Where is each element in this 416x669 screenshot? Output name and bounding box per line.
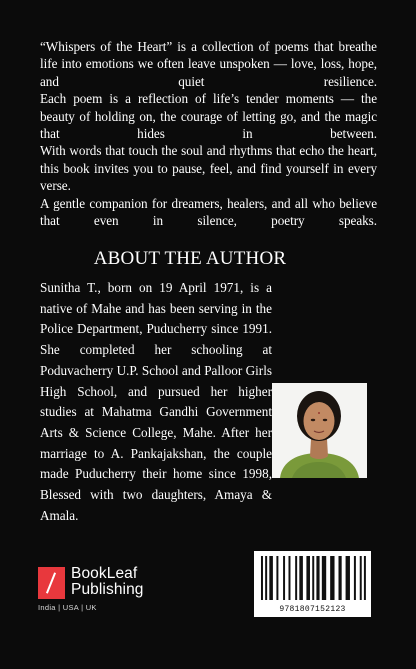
barcode-bar <box>346 556 350 600</box>
barcode-bar <box>276 556 278 600</box>
barcode-bar <box>312 556 314 600</box>
book-description <box>40 38 377 229</box>
barcode-bar <box>261 556 263 600</box>
description-paragraph: With words that touch the soul and rhythms that echo the heart, this book invites you to pause, feel, and find yourself in every verse. <box>40 143 377 194</box>
barcode-bar <box>295 556 297 600</box>
author-portrait-image <box>272 383 367 478</box>
about-author-heading: ABOUT THE AUTHOR <box>93 248 287 269</box>
isbn-number: 9781807152123 <box>279 605 346 614</box>
barcode-bar <box>322 556 326 600</box>
author-photo <box>272 383 367 478</box>
description-paragraph: A gentle companion for dreamers, healers, and all who believe that even in silence, poetry speaks. <box>40 195 377 229</box>
barcode-bar <box>269 556 273 600</box>
description-paragraph: “Whispers of the Heart” is a collection of poems that breathe life into emotions we often leave unspoken — love, loss, hope, and quiet resilience. <box>40 39 377 89</box>
barcode-bar <box>360 556 362 600</box>
author-bio: Sunitha T., born on 19 April 1971, is a native of Mahe and has been serving in the Police Department, Puducherry since 1991. She completed her schooling at Poduvacherry U.P. School and Palloor Girls High School, and pursued her higher studies at Mahatma Gandhi Government Arts & Science College, Mahe. After her marriage to A. Pankajakshan, the couple made Puducherry their home since 1998, Blessed with two daughters, Amaya & Amala. <box>40 280 272 523</box>
isbn-barcode <box>254 551 371 617</box>
barcode-icon <box>259 556 366 600</box>
barcode-bar <box>316 556 319 600</box>
barcode-bar <box>354 556 356 600</box>
barcode-bar <box>299 556 303 600</box>
publisher-name: BookLeaf Publishing <box>71 565 144 598</box>
description-paragraph: Each poem is a reflection of life’s tender moments — the beauty of holding on, the courage of letting go, and the magic that hides in between. <box>40 91 377 142</box>
barcode-bar <box>330 556 334 600</box>
publisher-regions: India | USA | UK <box>38 603 97 612</box>
publisher-logo <box>38 567 188 617</box>
barcode-bar <box>306 556 310 600</box>
barcode-bar <box>265 556 267 600</box>
barcode-bar <box>338 556 341 600</box>
barcode-bar <box>283 556 285 600</box>
bookleaf-logo-icon <box>38 567 65 599</box>
barcode-bar <box>288 556 290 600</box>
barcode-bar <box>364 556 366 600</box>
